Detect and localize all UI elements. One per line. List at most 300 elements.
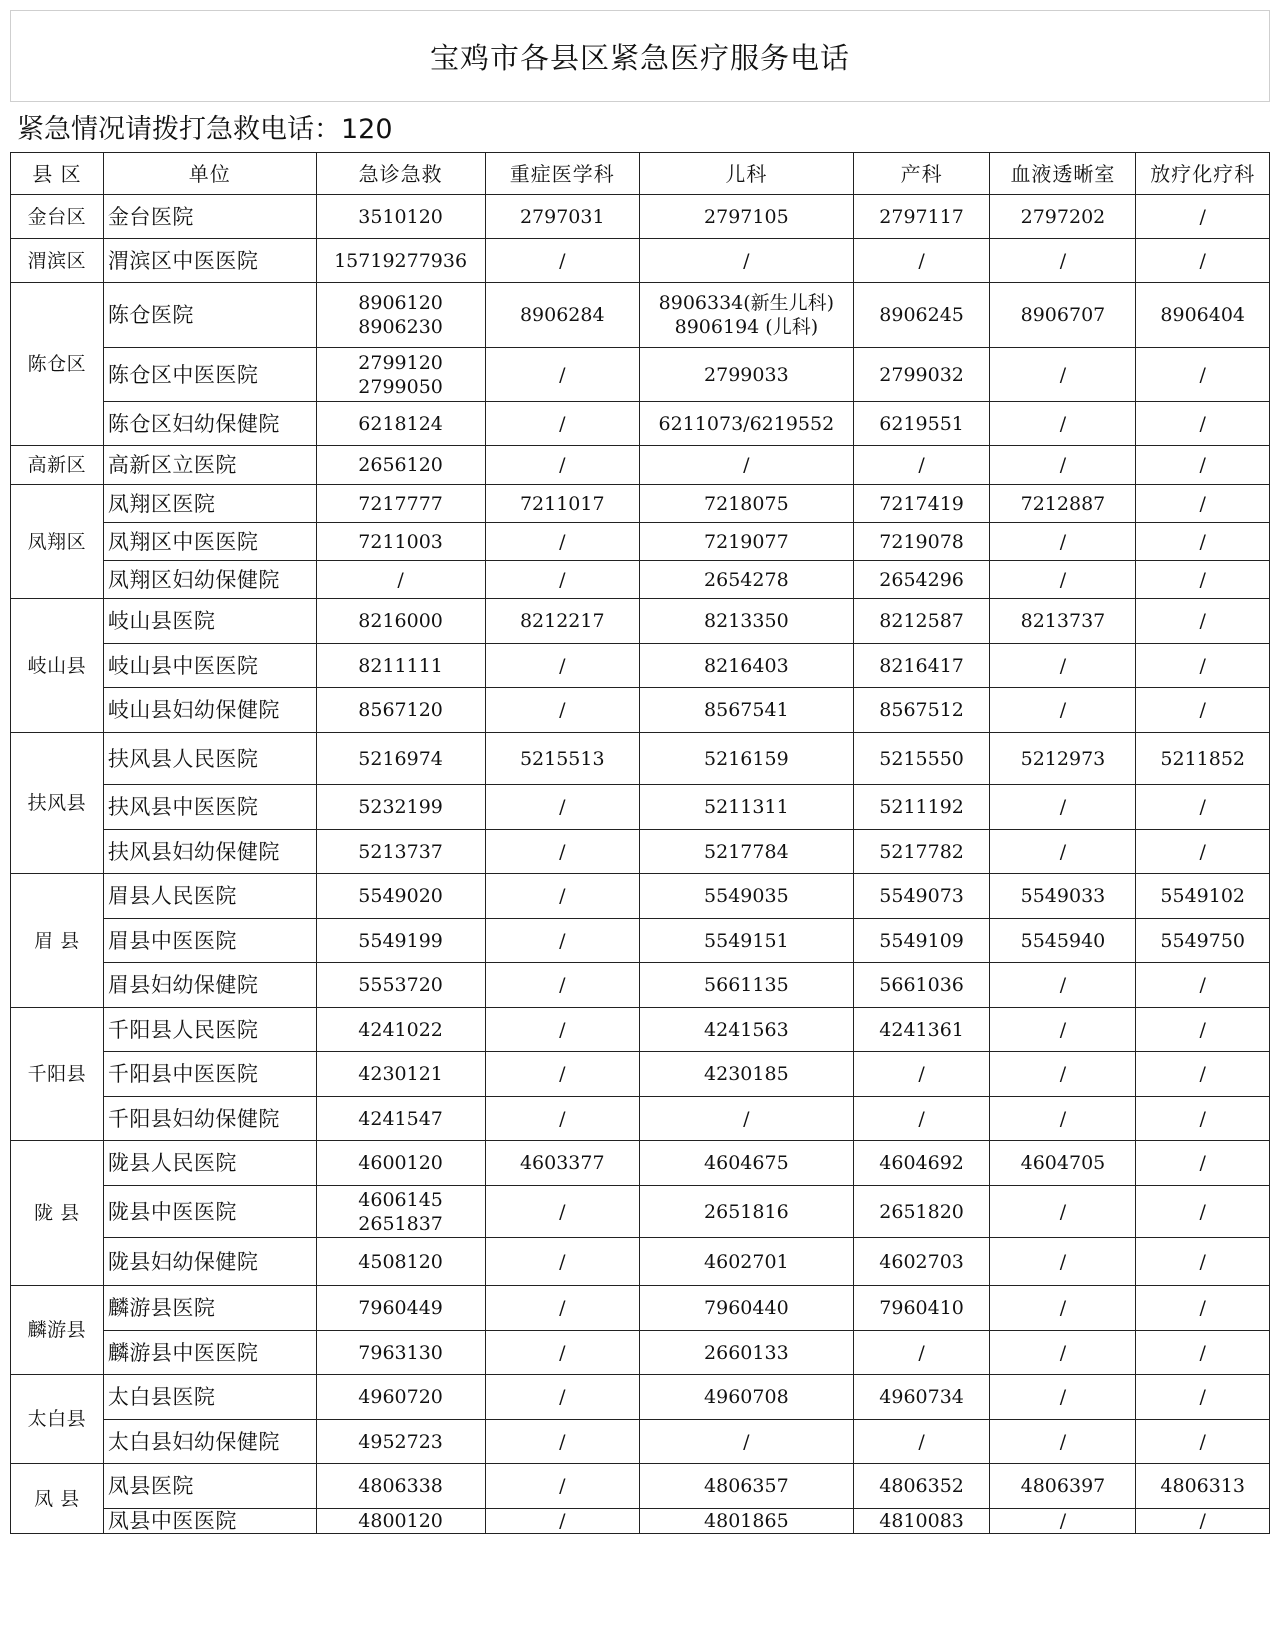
phone-cell [1136, 523, 1270, 561]
phone-number: 4241361 [879, 1018, 964, 1041]
county-cell: 陇 县 [11, 1141, 104, 1286]
phone-cell [990, 1238, 1136, 1286]
phone-number: 8906120 [358, 292, 443, 314]
not-available-mark: / [559, 1475, 566, 1497]
phone-cell [853, 523, 990, 561]
phone-number: 4806352 [879, 1475, 964, 1497]
phone-number: 4806338 [358, 1475, 443, 1497]
table-row [11, 1509, 1270, 1534]
phone-cell [485, 446, 639, 485]
table-row [11, 195, 1270, 239]
phone-number: 5549151 [704, 929, 789, 952]
table-row [11, 830, 1270, 874]
unit-name-cell: 凤翔区中医医院 [103, 523, 316, 561]
not-available-mark: / [1199, 1200, 1206, 1223]
phone-cell [316, 688, 485, 733]
phone-cell [853, 1464, 990, 1509]
phone-cell [316, 402, 485, 446]
phone-number: 7212887 [1020, 492, 1106, 515]
phone-number: 8906404 [1160, 304, 1246, 326]
phone-cell [639, 919, 853, 963]
not-available-mark: / [918, 1107, 925, 1130]
phone-number: 4801865 [704, 1510, 789, 1532]
phone-cell [1136, 874, 1270, 919]
table-row [11, 874, 1270, 919]
phone-cell [485, 561, 639, 599]
phone-number: 8906334(新生儿科) [658, 292, 835, 314]
phone-cell [1136, 239, 1270, 283]
phone-number: 5216974 [358, 747, 443, 770]
not-available-mark: / [1199, 1341, 1206, 1364]
table-row [11, 1420, 1270, 1464]
table-row [11, 1238, 1270, 1286]
phone-cell [853, 1420, 990, 1464]
unit-name-cell: 陇县中医医院 [103, 1186, 316, 1238]
unit-name-cell: 扶风县中医医院 [103, 785, 316, 830]
not-available-mark: / [1199, 492, 1206, 515]
phone-number: 2797105 [704, 205, 789, 228]
phone-cell [853, 561, 990, 599]
phone-cell [316, 874, 485, 919]
not-available-mark: / [918, 454, 925, 476]
phone-cell [485, 1331, 639, 1375]
not-available-mark: / [1199, 1510, 1206, 1532]
phone-number: 4230121 [358, 1063, 443, 1085]
not-available-mark: / [559, 1297, 566, 1319]
phone-cell [485, 733, 639, 785]
phone-number: 4960708 [704, 1386, 789, 1408]
phone-cell [1136, 599, 1270, 644]
phone-cell [485, 1238, 639, 1286]
phone-cell [485, 1509, 639, 1534]
unit-name-cell: 千阳县人民医院 [103, 1008, 316, 1052]
phone-cell [316, 485, 485, 523]
phone-number: 8567120 [358, 699, 443, 721]
phone-cell [485, 402, 639, 446]
phone-number: 4241022 [358, 1018, 443, 1041]
not-available-mark: / [1199, 610, 1206, 632]
phone-cell [316, 1052, 485, 1097]
phone-cell [316, 239, 485, 283]
unit-name-cell: 凤翔区妇幼保健院 [103, 561, 316, 599]
phone-cell [990, 1186, 1136, 1238]
unit-name-cell: 高新区立医院 [103, 446, 316, 485]
phone-cell [1136, 733, 1270, 785]
phone-cell [316, 1008, 485, 1052]
not-available-mark: / [743, 1107, 750, 1130]
not-available-mark: / [559, 929, 566, 952]
not-available-mark: / [1199, 1063, 1206, 1085]
unit-name-cell: 陈仓区中医医院 [103, 348, 316, 402]
unit-name-cell: 陈仓医院 [103, 283, 316, 348]
table-row [11, 919, 1270, 963]
not-available-mark: / [559, 885, 566, 907]
phone-number: 5211192 [879, 796, 964, 818]
emergency-notice: 紧急情况请拨打急救电话：120 [17, 114, 393, 145]
table-row [11, 963, 1270, 1008]
obstetrics-header: 产科 [853, 153, 990, 195]
phone-number: 2797031 [519, 205, 605, 228]
phone-cell [316, 644, 485, 688]
table-row [11, 644, 1270, 688]
phone-cell [1136, 1286, 1270, 1331]
phone-number: 4810083 [879, 1510, 964, 1532]
unit-name-cell: 太白县妇幼保健院 [103, 1420, 316, 1464]
phone-cell [853, 239, 990, 283]
not-available-mark: / [1199, 1018, 1206, 1041]
not-available-mark: / [1199, 1297, 1206, 1319]
unit-name-cell: 岐山县中医医院 [103, 644, 316, 688]
phone-number: 2654278 [704, 568, 789, 591]
phone-cell [485, 599, 639, 644]
phone-cell [485, 195, 639, 239]
county-cell: 渭滨区 [11, 239, 104, 283]
not-available-mark: / [918, 249, 925, 272]
phone-cell [990, 1286, 1136, 1331]
phone-number: 8216403 [704, 654, 789, 677]
phone-number: 8567512 [879, 699, 964, 721]
county-header: 县 区 [11, 153, 104, 195]
phone-cell [990, 963, 1136, 1008]
phone-cell [990, 239, 1136, 283]
not-available-mark: / [559, 699, 566, 721]
phone-number: 2656120 [358, 454, 443, 476]
not-available-mark: / [1059, 1200, 1067, 1223]
not-available-mark: / [1059, 974, 1067, 996]
not-available-mark: / [559, 974, 566, 996]
phone-cell [1136, 283, 1270, 348]
phone-number: 5549020 [358, 885, 443, 907]
phone-cell [639, 283, 853, 348]
county-cell: 扶风县 [11, 733, 104, 874]
not-available-mark: / [1059, 1386, 1067, 1408]
phone-cell [853, 688, 990, 733]
phone-cell [316, 785, 485, 830]
phone-number: 4952723 [358, 1430, 443, 1453]
phone-number: 8567541 [704, 699, 789, 721]
phone-cell [853, 963, 990, 1008]
not-available-mark: / [1059, 1430, 1067, 1453]
phone-cell [639, 644, 853, 688]
emergency-header: 急诊急救 [316, 153, 485, 195]
phone-number: 4230185 [704, 1063, 789, 1085]
not-available-mark: / [1059, 530, 1067, 553]
phone-number: 5211852 [1160, 747, 1246, 770]
phone-cell [1136, 830, 1270, 874]
county-cell: 金台区 [11, 195, 104, 239]
phone-number: 5549199 [358, 929, 443, 952]
phone-cell [1136, 348, 1270, 402]
table-row [11, 1052, 1270, 1097]
phone-cell [639, 830, 853, 874]
phone-number: 4602703 [879, 1250, 964, 1273]
not-available-mark: / [1059, 1250, 1067, 1273]
phone-number: 4800120 [358, 1510, 443, 1532]
phone-number: 5661036 [879, 974, 964, 996]
unit-name-cell: 陈仓区妇幼保健院 [103, 402, 316, 446]
phone-cell [316, 1097, 485, 1141]
not-available-mark: / [559, 1510, 566, 1532]
table-row [11, 283, 1270, 348]
table-row [11, 446, 1270, 485]
phone-number: 8906284 [519, 304, 605, 326]
phone-number: 5549073 [879, 885, 964, 907]
phone-number: 5232199 [358, 796, 443, 818]
phone-number: 4241563 [704, 1018, 789, 1041]
county-cell: 眉 县 [11, 874, 104, 1008]
not-available-mark: / [743, 1430, 750, 1453]
county-cell: 凤翔区 [11, 485, 104, 599]
phone-cell [990, 644, 1136, 688]
phone-cell [853, 599, 990, 644]
county-cell: 凤 县 [11, 1464, 104, 1534]
phone-cell [1136, 1331, 1270, 1375]
unit-name-cell: 渭滨区中医医院 [103, 239, 316, 283]
phone-cell [639, 733, 853, 785]
table-row [11, 733, 1270, 785]
not-available-mark: / [559, 840, 566, 863]
phone-number: 5549102 [1160, 885, 1246, 907]
phone-number: 6211073/6219552 [658, 412, 835, 435]
phone-cell [485, 919, 639, 963]
phone-cell [639, 785, 853, 830]
not-available-mark: / [559, 454, 566, 476]
phone-number: 5212973 [1020, 747, 1106, 770]
phone-cell [853, 919, 990, 963]
phone-cell [1136, 1052, 1270, 1097]
phone-cell [639, 402, 853, 446]
phone-cell [316, 1238, 485, 1286]
phone-cell [316, 1186, 485, 1238]
phone-cell [990, 733, 1136, 785]
not-available-mark: / [559, 796, 566, 818]
phone-number: 5217782 [879, 840, 964, 863]
unit-name-cell: 眉县妇幼保健院 [103, 963, 316, 1008]
not-available-mark: / [1059, 568, 1067, 591]
phone-number: 8211111 [358, 654, 443, 677]
phone-cell [1136, 561, 1270, 599]
phone-cell [316, 733, 485, 785]
table-row [11, 485, 1270, 523]
unit-name-cell: 扶风县妇幼保健院 [103, 830, 316, 874]
not-available-mark: / [559, 568, 566, 591]
phone-cell [639, 1375, 853, 1420]
phone-cell [639, 874, 853, 919]
not-available-mark: / [1199, 363, 1206, 386]
phone-cell [316, 283, 485, 348]
unit-name-cell: 金台医院 [103, 195, 316, 239]
phone-number: 7211017 [519, 492, 605, 515]
phone-cell [990, 348, 1136, 402]
phone-cell [853, 1375, 990, 1420]
phone-cell [485, 1375, 639, 1420]
phone-number: 8906245 [879, 304, 964, 326]
phone-number: 4600120 [358, 1152, 443, 1174]
unit-name-cell: 陇县人民医院 [103, 1141, 316, 1186]
not-available-mark: / [559, 412, 566, 435]
phone-number: 4602701 [704, 1250, 789, 1273]
phone-cell [853, 830, 990, 874]
phone-cell [485, 830, 639, 874]
not-available-mark: / [1059, 1018, 1067, 1041]
phone-number: 4604705 [1020, 1152, 1106, 1174]
phone-cell [1136, 785, 1270, 830]
phone-cell [639, 1141, 853, 1186]
county-cell: 麟游县 [11, 1286, 104, 1375]
oncology-header: 放疗化疗科 [1136, 153, 1270, 195]
phone-cell [316, 1286, 485, 1331]
phone-number: 8906707 [1020, 304, 1106, 326]
phone-number: 15719277936 [334, 249, 468, 272]
table-row [11, 523, 1270, 561]
not-available-mark: / [1199, 796, 1206, 818]
unit-name-cell: 岐山县医院 [103, 599, 316, 644]
phone-cell [990, 402, 1136, 446]
phone-number: 8906230 [358, 316, 443, 338]
phone-cell [853, 1331, 990, 1375]
icu-header: 重症医学科 [485, 153, 639, 195]
phone-number: 5215513 [519, 747, 605, 770]
phone-cell [485, 485, 639, 523]
not-available-mark: / [1199, 1386, 1206, 1408]
not-available-mark: / [1199, 840, 1206, 863]
phone-cell [1136, 195, 1270, 239]
unit-name-cell: 凤县中医医院 [103, 1509, 316, 1534]
phone-cell [853, 1052, 990, 1097]
phone-cell [316, 1331, 485, 1375]
phone-cell [639, 523, 853, 561]
phone-number: 7960410 [879, 1297, 964, 1319]
table-row [11, 239, 1270, 283]
phone-cell [485, 523, 639, 561]
phone-cell [485, 1420, 639, 1464]
phone-number: 7211003 [358, 530, 443, 553]
phone-number: 2651837 [358, 1212, 443, 1235]
phone-cell [316, 523, 485, 561]
table-row [11, 1375, 1270, 1420]
phone-cell [485, 1097, 639, 1141]
table-row [11, 348, 1270, 402]
page-title: 宝鸡市各县区紧急医疗服务电话 [10, 10, 1270, 102]
phone-number: 4960720 [358, 1386, 443, 1408]
phone-number: 5216159 [704, 747, 789, 770]
phone-cell [1136, 402, 1270, 446]
phone-cell [853, 874, 990, 919]
phone-cell [990, 599, 1136, 644]
not-available-mark: / [559, 1063, 566, 1085]
phone-cell [639, 485, 853, 523]
table-row [11, 1464, 1270, 1509]
phone-cell [990, 830, 1136, 874]
not-available-mark: / [559, 530, 566, 553]
phone-cell [853, 1186, 990, 1238]
phone-cell [853, 785, 990, 830]
phone-number: 5549109 [879, 929, 964, 952]
phone-number: 4960734 [879, 1386, 964, 1408]
not-available-mark: / [1199, 249, 1206, 272]
phone-cell [1136, 1141, 1270, 1186]
not-available-mark: / [1199, 654, 1206, 677]
phone-cell [639, 963, 853, 1008]
not-available-mark: / [1059, 363, 1067, 386]
phone-cell [485, 963, 639, 1008]
phone-number: 2799032 [879, 363, 964, 386]
phone-cell [853, 283, 990, 348]
county-cell: 太白县 [11, 1375, 104, 1464]
phone-cell [316, 1509, 485, 1534]
phone-number: 7219078 [879, 530, 964, 553]
unit-name-cell: 麟游县中医医院 [103, 1331, 316, 1375]
not-available-mark: / [1059, 249, 1067, 272]
phone-number: 4603377 [519, 1152, 605, 1174]
phone-number: 8213350 [704, 610, 789, 632]
phone-number: 2799033 [704, 363, 789, 386]
phone-cell [990, 919, 1136, 963]
phone-cell [1136, 446, 1270, 485]
table-row [11, 1141, 1270, 1186]
phone-cell [1136, 644, 1270, 688]
not-available-mark: / [559, 1200, 566, 1223]
phone-cell [485, 1052, 639, 1097]
not-available-mark: / [1059, 699, 1067, 721]
not-available-mark: / [1199, 205, 1206, 228]
phone-cell [316, 1375, 485, 1420]
phone-cell [639, 1186, 853, 1238]
table-row [11, 1331, 1270, 1375]
not-available-mark: / [1199, 1152, 1206, 1174]
phone-cell [853, 1008, 990, 1052]
phone-cell [853, 1286, 990, 1331]
county-cell: 高新区 [11, 446, 104, 485]
phone-cell [990, 195, 1136, 239]
pediatrics-header: 儿科 [639, 153, 853, 195]
phone-number: 5549033 [1020, 885, 1106, 907]
unit-name-cell: 陇县妇幼保健院 [103, 1238, 316, 1286]
table-row [11, 1008, 1270, 1052]
phone-number: 2799120 [358, 351, 443, 374]
phone-number: 5549035 [704, 885, 789, 907]
phone-number: 2651820 [879, 1200, 964, 1223]
phone-number: 6218124 [358, 412, 443, 435]
not-available-mark: / [1059, 1063, 1067, 1085]
phone-cell [485, 239, 639, 283]
not-available-mark: / [1059, 1341, 1067, 1364]
phone-cell [990, 1331, 1136, 1375]
phone-cell [990, 874, 1136, 919]
not-available-mark: / [1199, 530, 1206, 553]
not-available-mark: / [1059, 796, 1067, 818]
not-available-mark: / [559, 1386, 566, 1408]
unit-name-cell: 扶风县人民医院 [103, 733, 316, 785]
phone-cell [990, 688, 1136, 733]
phone-cell [853, 733, 990, 785]
unit-name-cell: 眉县中医医院 [103, 919, 316, 963]
county-cell: 岐山县 [11, 599, 104, 733]
dialysis-header: 血液透晰室 [990, 153, 1136, 195]
phone-cell [853, 348, 990, 402]
phone-cell [1136, 1238, 1270, 1286]
phone-cell [1136, 1186, 1270, 1238]
phone-cell [1136, 1375, 1270, 1420]
phone-cell [316, 561, 485, 599]
phone-number: 5553720 [358, 974, 443, 996]
phone-number: 5213737 [358, 840, 443, 863]
phone-number: 5661135 [704, 974, 789, 996]
phone-cell [639, 446, 853, 485]
phone-cell [639, 1331, 853, 1375]
not-available-mark: / [1059, 412, 1067, 435]
phone-cell [990, 485, 1136, 523]
